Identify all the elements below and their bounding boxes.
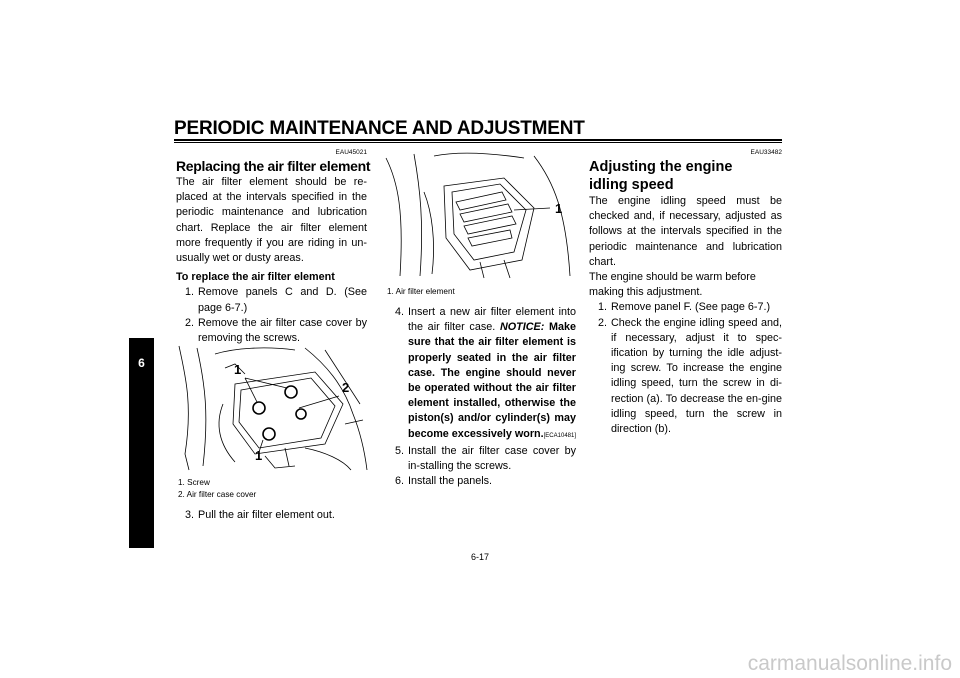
- step-number: 4.: [394, 306, 404, 318]
- section-intro: The engine idling speed must be checked and, if necessary, adjusted as follows at the intervals specified in the periodic maintenance and lubrication chart.: [589, 195, 782, 268]
- header-rule-thin: [174, 142, 782, 143]
- step-list: [589, 300, 782, 437]
- figure-caption-1: 1. Screw: [178, 478, 210, 487]
- figure-caption: 1. Air filter element: [387, 287, 455, 296]
- page-header-title: PERIODIC MAINTENANCE AND ADJUSTMENT: [174, 118, 585, 139]
- section-title: Adjusting the engine idling speed: [589, 159, 733, 193]
- list-item: [589, 316, 782, 438]
- step-number: 1.: [597, 301, 607, 314]
- list-item: [386, 305, 576, 444]
- figure-label: 2: [342, 380, 350, 395]
- step-number: 2.: [597, 316, 607, 329]
- step-list: [176, 285, 367, 346]
- air-filter-element-illustration: [384, 152, 577, 280]
- step-text: Pull the air filter element out.: [198, 509, 335, 521]
- chapter-tab: [129, 338, 154, 548]
- chapter-number: 6: [138, 356, 145, 370]
- step-number: 6.: [394, 475, 404, 488]
- step-4-text: Insert a new air filter element into the air filter case.: [408, 306, 576, 334]
- figure-caption-2: 2. Air filter case cover: [178, 490, 257, 499]
- figure-label: 1: [255, 448, 263, 463]
- header-rule: [174, 139, 782, 141]
- notice-text: Make sure that the air filter element is properly seated in the air filter case. The engine should never be operated without the air filter element installed, otherwise the piston(s) and/or cylinder(s) may become excessively worn.: [408, 321, 577, 440]
- notice-label: NOTICE:: [499, 321, 545, 334]
- list-item: [386, 444, 576, 474]
- air-filter-case-illustration: [175, 344, 368, 472]
- step-text: Check the engine idling speed and, if necessary, adjust it to spec-ification by turning the idle adjust-ing screw. To increase the engine idling speed, turn the screw in di-rection (a). To decrease the en-gine idling speed, turn the screw in direction (b).: [611, 316, 782, 436]
- step-text: Install the air filter case cover by in-stalling the screws.: [408, 444, 576, 473]
- step-3: [176, 508, 367, 523]
- subheading: To replace the air filter element: [176, 271, 335, 284]
- section-code: EAU33482: [750, 149, 782, 156]
- step-text: Remove panels C and D. (See page 6-7.): [198, 286, 367, 314]
- notice-reference: [ECA10481]: [543, 432, 576, 439]
- step-number: 5.: [394, 444, 404, 457]
- list-item: [589, 300, 782, 315]
- middle-steps: [386, 305, 576, 489]
- section-intro: The air filter element should be re-placed at the intervals specified in the periodic maintenance and lubrication chart. Replace the air filter element more frequently if you are riding in un-usually wet or dusty areas.: [176, 176, 367, 265]
- figure-air-filter-case-cover: [175, 344, 368, 472]
- right-column: [589, 149, 782, 437]
- step-number: 3.: [184, 509, 194, 521]
- figure-label: 1: [555, 201, 563, 216]
- step-text: Remove the air filter case cover by removing the screws.: [198, 316, 367, 345]
- step-text: [408, 305, 576, 444]
- step-text: Remove panel F. (See page 6-7.): [611, 301, 771, 314]
- section-intro-2: The engine should be warm before making this adjustment.: [589, 271, 756, 299]
- figure-air-filter-element: [384, 152, 577, 280]
- step-number: 1.: [184, 286, 194, 299]
- list-item: [176, 316, 367, 346]
- section-title: Replacing the air filter element: [176, 158, 371, 174]
- section-code: EAU45021: [335, 149, 367, 156]
- step-text: Install the panels.: [408, 475, 493, 488]
- left-column: [176, 149, 371, 346]
- step-number: 2.: [184, 316, 194, 329]
- figure-label: 1: [234, 362, 242, 377]
- list-item: [386, 474, 576, 489]
- page-number: 6-17: [470, 552, 489, 562]
- list-item: [176, 508, 367, 523]
- list-item: [176, 285, 367, 315]
- watermark: carmanualsonline.info: [747, 652, 952, 675]
